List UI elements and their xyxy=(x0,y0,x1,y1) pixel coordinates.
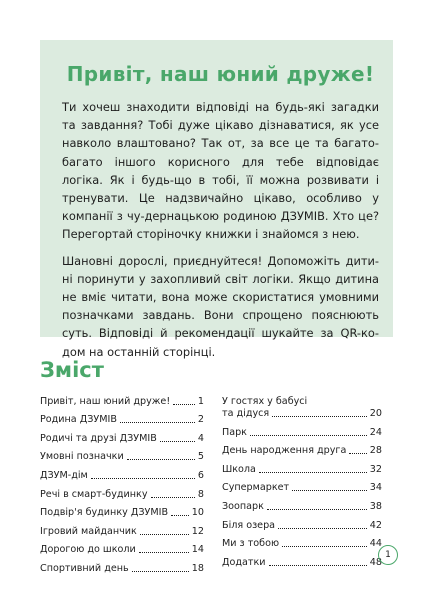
toc-entry-label: Спортивний день xyxy=(40,562,129,574)
toc-entry-label: Парк xyxy=(222,426,247,438)
toc-entry-page: 10 xyxy=(191,507,204,519)
toc-entry-label: День народження друга xyxy=(222,445,347,457)
toc-leader-dots xyxy=(127,459,195,460)
toc-entry-page: 42 xyxy=(369,519,382,531)
toc-leader-dots xyxy=(250,435,367,436)
toc-entry[interactable] xyxy=(40,408,204,427)
intro-box xyxy=(40,40,393,359)
toc-leader-dots xyxy=(171,515,189,516)
toc-entry[interactable] xyxy=(222,420,382,439)
page-number-badge: 1 xyxy=(378,545,398,565)
toc-entry[interactable] xyxy=(222,439,382,458)
toc-entry-label: Додатки xyxy=(222,556,266,568)
toc-entry-page: 1 xyxy=(197,395,204,407)
toc-entry[interactable] xyxy=(40,556,204,575)
toc-entry-page: 34 xyxy=(369,482,382,494)
toc-entry-page: 28 xyxy=(369,445,382,457)
toc-entry-page: 12 xyxy=(191,525,204,537)
toc-entry-label: Родина ДЗУМІВ xyxy=(40,414,117,426)
toc-title: Зміст xyxy=(40,358,104,382)
toc-entry-page: 24 xyxy=(369,426,382,438)
toc-entry-label: Дорогою до школи xyxy=(40,544,136,556)
toc-entry-page: 2 xyxy=(197,414,204,426)
toc-entry-label: Школа xyxy=(222,463,256,475)
toc-entry-page: 38 xyxy=(369,500,382,512)
toc-left-column xyxy=(40,389,204,575)
toc-leader-dots xyxy=(269,565,367,566)
toc-leader-dots xyxy=(160,441,195,442)
toc-entry[interactable] xyxy=(40,482,204,501)
toc-right-column xyxy=(222,389,382,569)
toc-entry[interactable] xyxy=(40,426,204,445)
toc-entry-second-line xyxy=(222,408,382,420)
toc-leader-dots xyxy=(120,422,195,423)
toc-entry[interactable] xyxy=(40,445,204,464)
toc-entry[interactable] xyxy=(222,550,382,569)
toc-leader-dots xyxy=(91,478,195,479)
toc-entry-label: Зоопарк xyxy=(222,500,264,512)
toc-leader-dots xyxy=(278,528,367,529)
toc-entry-label: Речі в смарт-будинку xyxy=(40,488,148,500)
toc-entry-label: Ігровий майданчик xyxy=(40,525,137,537)
toc-leader-dots xyxy=(272,416,367,417)
toc-entry[interactable] xyxy=(222,532,382,551)
toc-leader-dots xyxy=(173,404,195,405)
toc-entry-label: Супермаркет xyxy=(222,482,290,494)
toc-entry[interactable] xyxy=(222,494,382,513)
toc-entry[interactable] xyxy=(40,389,204,408)
toc-entry-page: 6 xyxy=(197,469,204,481)
toc-leader-dots xyxy=(151,497,195,498)
toc-leader-dots xyxy=(267,509,367,510)
toc-entry[interactable] xyxy=(40,538,204,557)
toc-entry-page: 32 xyxy=(369,463,382,475)
toc-entry-label: Ми з тобою xyxy=(222,538,280,550)
toc-leader-dots xyxy=(132,571,189,572)
toc-entry[interactable] xyxy=(40,519,204,538)
toc-entry-label-continued: та дідуся xyxy=(222,408,270,419)
toc-leader-dots xyxy=(259,472,367,473)
toc-entry-page: 18 xyxy=(191,562,204,574)
toc-entry-page: 14 xyxy=(191,544,204,556)
intro-title: Привіт, наш юний друже! xyxy=(66,62,375,86)
toc-entry[interactable] xyxy=(222,513,382,532)
toc-entry[interactable] xyxy=(222,389,382,420)
toc-entry-label: Привіт, наш юний друже! xyxy=(40,395,171,407)
toc-entry-label: У гостях у бабусі xyxy=(222,396,308,407)
intro-paragraph-kids: Ти хочеш знаходити відповіді на будь-які загадки та завдання? Тобі дуже цікаво дізнаватися, як усе навколо влаштовано? Так от, за все це та багато-багато іншого корисного для тебе відповідає логіка. Як і будь-що в тобі, її можна розвивати і тренувати. Це надзвичайно цікаво, особливо у компанії з чу-дернацькою родиною ДЗУМІВ. Хто це? Перегортай сторіночку книжки і знайомся з нею. xyxy=(62,100,379,242)
toc-entry-label: Умовні позначки xyxy=(40,451,124,463)
toc-entry-label: Біля озера xyxy=(222,519,276,531)
intro-paragraph-adults: Шановні дорослі, приєднуйтеся! Допоможіть дити-ні поринути у захопливий світ логіки. Якщо дитина не вміє читати, вона може скористатися умовними позначками завдань. Вони спрощено пояснюють суть. Відповіді й рекомендації шукайте за QR-ко-дом на останній сторінці. xyxy=(62,253,379,359)
toc-entry-page: 20 xyxy=(369,408,382,419)
toc-entry-page: 48 xyxy=(369,556,382,568)
toc-entry[interactable] xyxy=(222,476,382,495)
toc-leader-dots xyxy=(139,552,189,553)
toc-entry-label: Родичі та друзі ДЗУМІВ xyxy=(40,432,157,444)
toc-entry[interactable] xyxy=(222,457,382,476)
toc-entry-label: ДЗУМ-дім xyxy=(40,469,88,481)
toc-leader-dots xyxy=(349,453,366,454)
toc-entry-label: Подвір'я будинку ДЗУМІВ xyxy=(40,507,169,519)
toc-leader-dots xyxy=(282,546,367,547)
toc-entry[interactable] xyxy=(40,463,204,482)
toc-entry-page: 8 xyxy=(197,488,204,500)
toc-entry-page: 44 xyxy=(369,538,382,550)
toc-entry[interactable] xyxy=(40,501,204,520)
toc-entry-page: 4 xyxy=(197,432,204,444)
toc-leader-dots xyxy=(292,490,367,491)
toc-leader-dots xyxy=(140,534,189,535)
toc-entry-page: 5 xyxy=(197,451,204,463)
